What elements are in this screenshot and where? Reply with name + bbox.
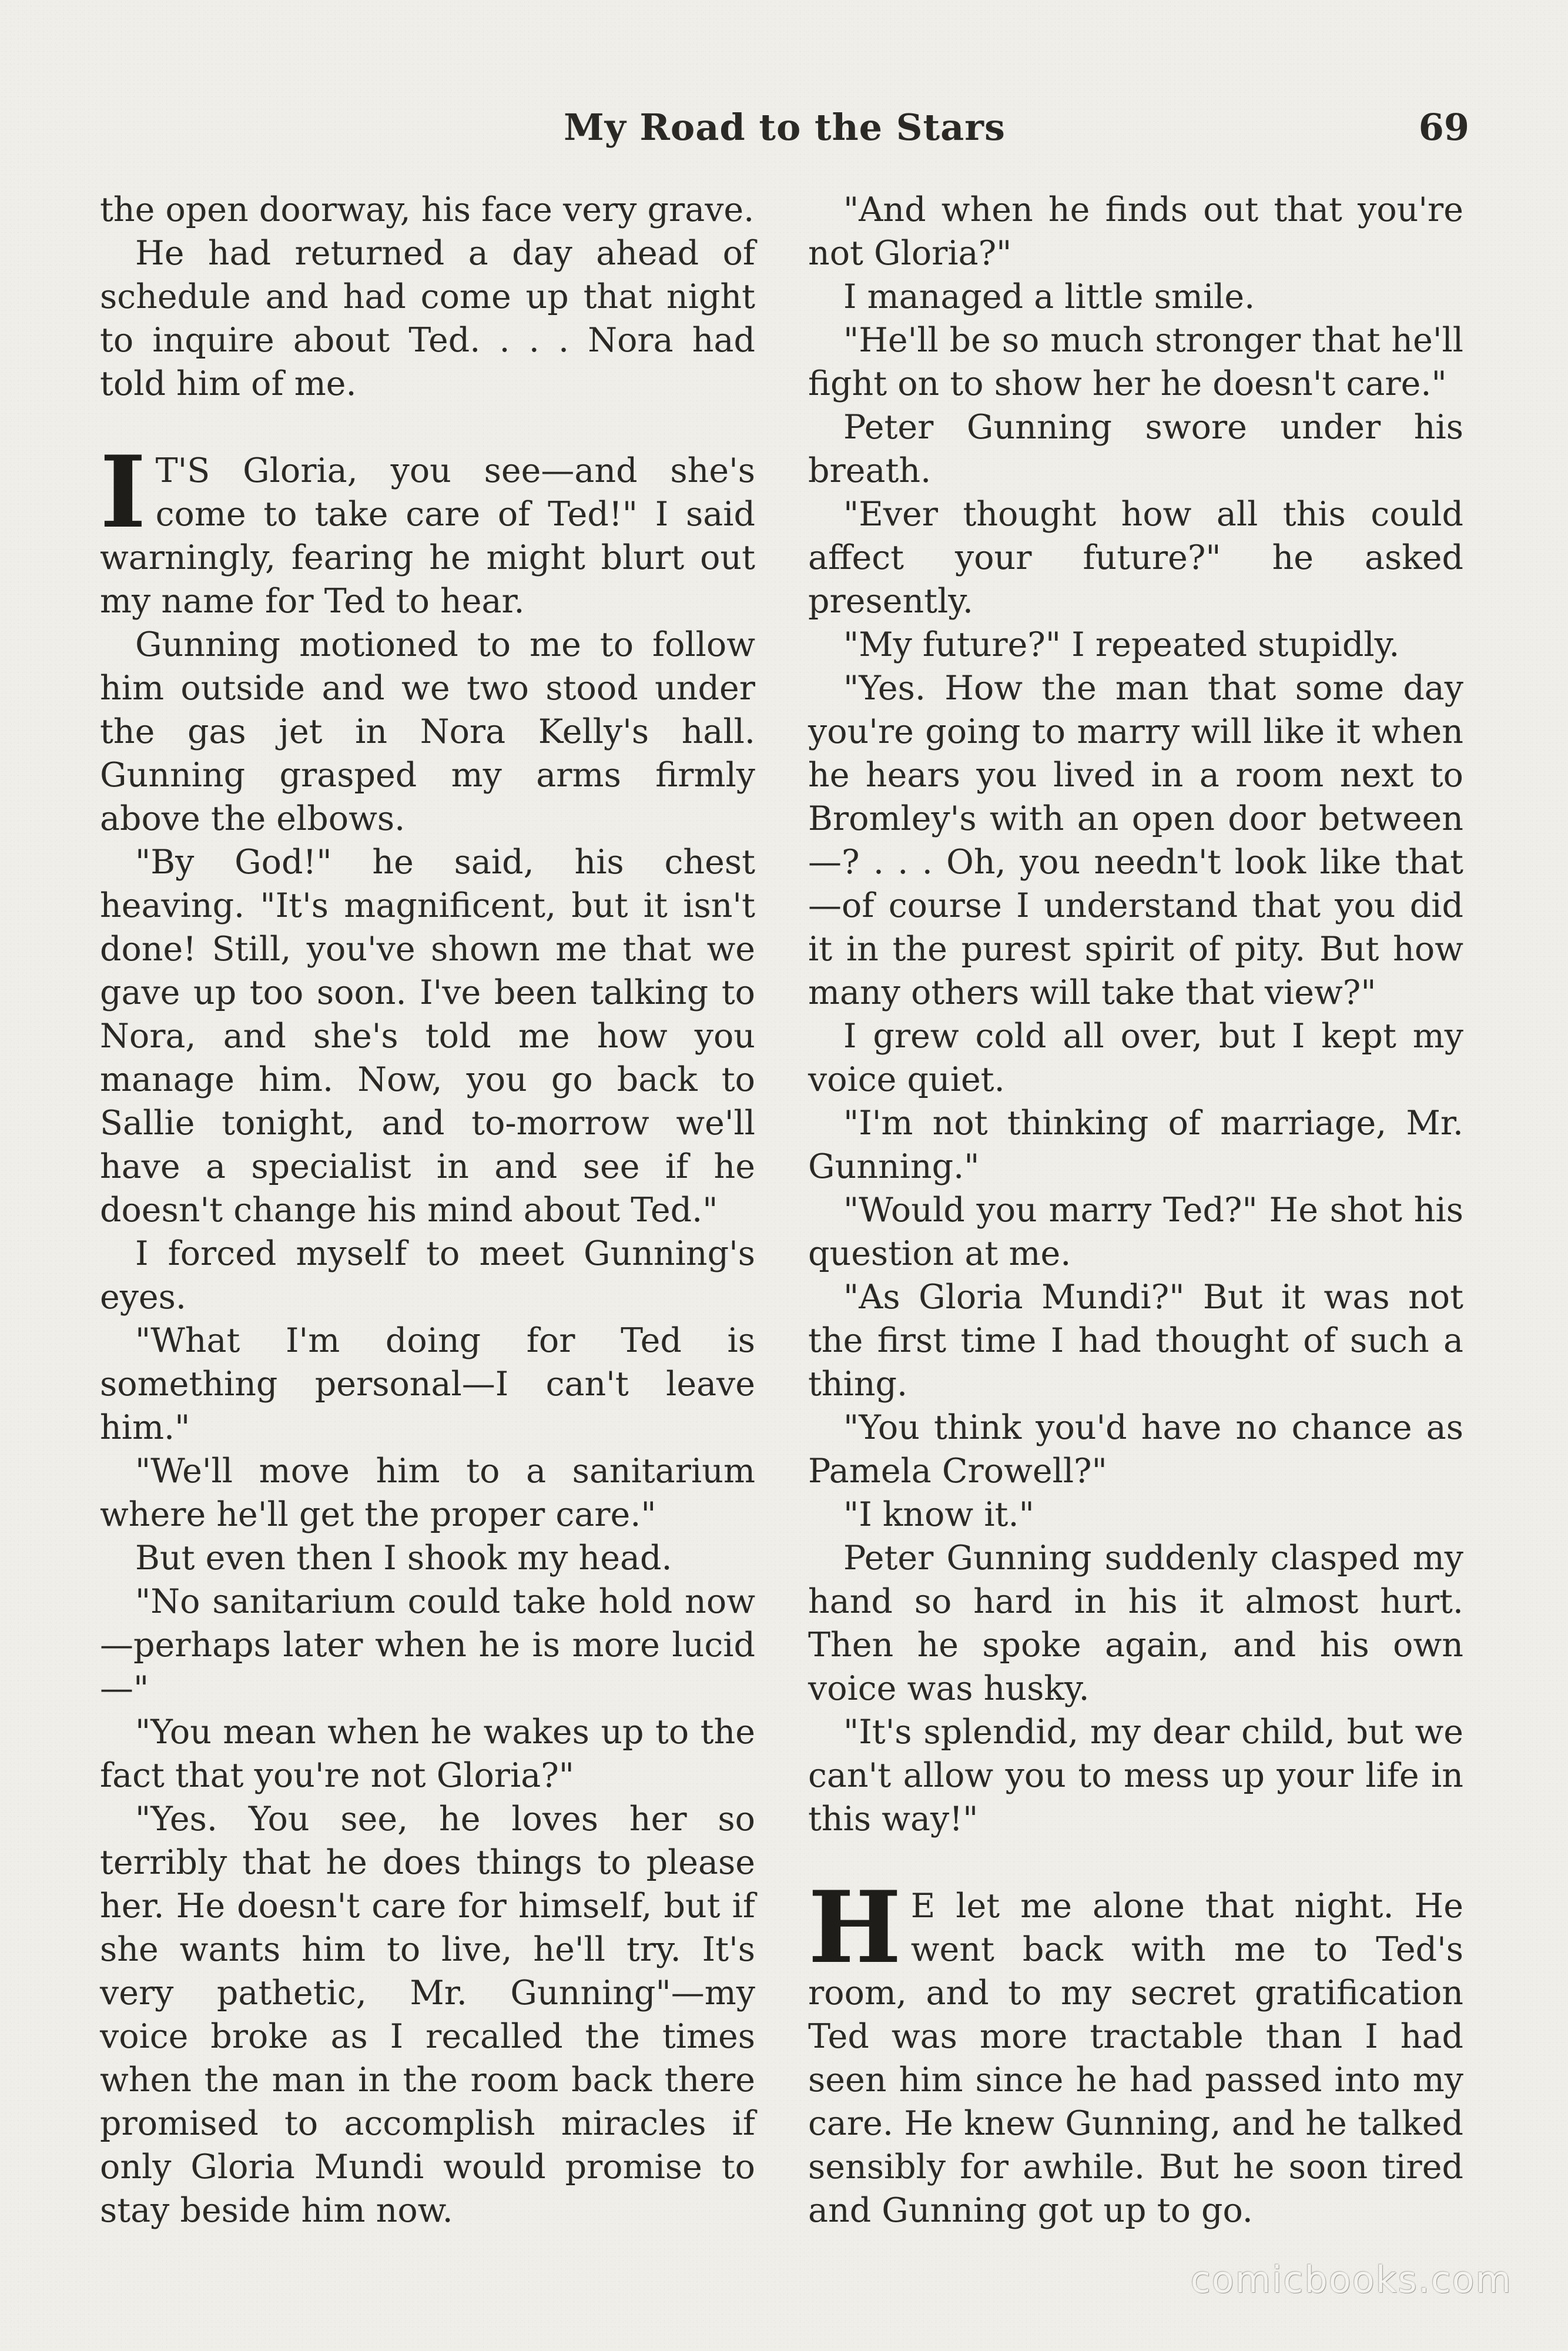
paragraph: "Ever thought how all this could affect your future?" he asked presently. <box>808 495 1463 621</box>
paragraph: the open doorway, his face very grave. <box>100 190 755 229</box>
paragraph: "I know it." <box>843 1495 1034 1534</box>
paragraph: I grew cold all over, but I kept my voice quiet. <box>808 1017 1463 1099</box>
paragraph: "It's splendid, my dear child, but we can't allow you to mess up your life in this way!" <box>808 1713 1463 1838</box>
paragraph: "No sanitarium could take hold now—perhaps later when he is more lucid—" <box>100 1582 755 1708</box>
paragraph: "My future?" I repeated stupidly. <box>843 625 1400 664</box>
right-column <box>808 188 1463 2232</box>
page-number: 69 <box>1418 106 1469 149</box>
paragraph: Peter Gunning swore under his breath. <box>808 408 1463 490</box>
paragraph: "You mean when he wakes up to the fact that you're not Gloria?" <box>100 1713 755 1795</box>
paragraph: "Yes. You see, he loves her so terribly that he does things to please her. He doesn't care for himself, but if she wants him to live, he'll try. It's very pathetic, Mr. Gunning"—my voice broke as I recalled the times when the man in the room back there promised to accomplish miracles if only Gloria Mundi would promise to stay beside him now. <box>100 1800 755 2230</box>
paragraph: "By God!" he said, his chest heaving. "It's magnificent, but it isn't done! Still, you've shown me that we gave up too soon. I've been talking to Nora, and she's told me how you manage him. Now, you go back to Sallie tonight, and to-morrow we'll have a specialist in and see if he doesn't change his mind about Ted." <box>100 843 755 1230</box>
running-title: My Road to the Stars <box>564 106 1006 149</box>
paragraph: But even then I shook my head. <box>135 1539 672 1578</box>
paragraph: "As Gloria Mundi?" But it was not the first time I had thought of such a thing. <box>808 1278 1463 1404</box>
drop-cap: H <box>808 1869 902 1985</box>
section-paragraph <box>808 1869 1463 2232</box>
paragraph: Peter Gunning suddenly clasped my hand so hard in his it almost hurt. Then he spoke again, and his own voice was husky. <box>808 1539 1463 1708</box>
page-header <box>100 100 1469 165</box>
paragraph: I forced myself to meet Gunning's eyes. <box>100 1234 755 1317</box>
section-paragraph <box>100 434 755 623</box>
paragraph: "He'll be so much stronger that he'll fight on to show her he doesn't care." <box>808 321 1463 403</box>
paragraph: He had returned a day ahead of schedule and had come up that night to inquire about Ted. . . . Nora had told him of me. <box>100 234 755 403</box>
paragraph: "Would you marry Ted?" He shot his question at me. <box>808 1191 1463 1273</box>
paragraph: Gunning motioned to me to follow him outside and we two stood under the gas jet in Nora Kelly's hall. Gunning grasped my arms firmly above the elbows. <box>100 625 755 838</box>
paragraph-text: E let me alone that night. He went back with me to Ted's room, and to my secret gratification Ted was more tractable than I had seen him since he had passed into my care. He knew Gunning, and he talked sensibly for awhile. But he soon tired and Gunning got up to go. <box>808 1887 1463 2230</box>
drop-cap: I <box>100 434 146 550</box>
site-watermark: comicbooks.com <box>1190 2258 1512 2301</box>
paragraph: "I'm not thinking of marriage, Mr. Gunning." <box>808 1104 1463 1186</box>
paragraph: "And when he finds out that you're not Gloria?" <box>808 190 1463 273</box>
paragraph: "You think you'd have no chance as Pamela Crowell?" <box>808 1408 1463 1491</box>
paragraph: "We'll move him to a sanitarium where he'll get the proper care." <box>100 1452 755 1534</box>
paragraph: "Yes. How the man that some day you're going to marry will like it when he hears you lived in a room next to Bromley's with an open door between—? . . . Oh, you needn't look like that—of course I understand that you did it in the purest spirit of pity. But how many others will take that view?" <box>808 669 1463 1012</box>
left-column <box>100 188 755 2232</box>
paragraph-text: T'S Gloria, you see—and she's come to take care of Ted!" I said warningly, fearing he might blurt out my name for Ted to hear. <box>100 451 755 621</box>
paragraph: "What I'm doing for Ted is something personal—I can't leave him." <box>100 1321 755 1447</box>
paragraph: I managed a little smile. <box>843 277 1255 316</box>
